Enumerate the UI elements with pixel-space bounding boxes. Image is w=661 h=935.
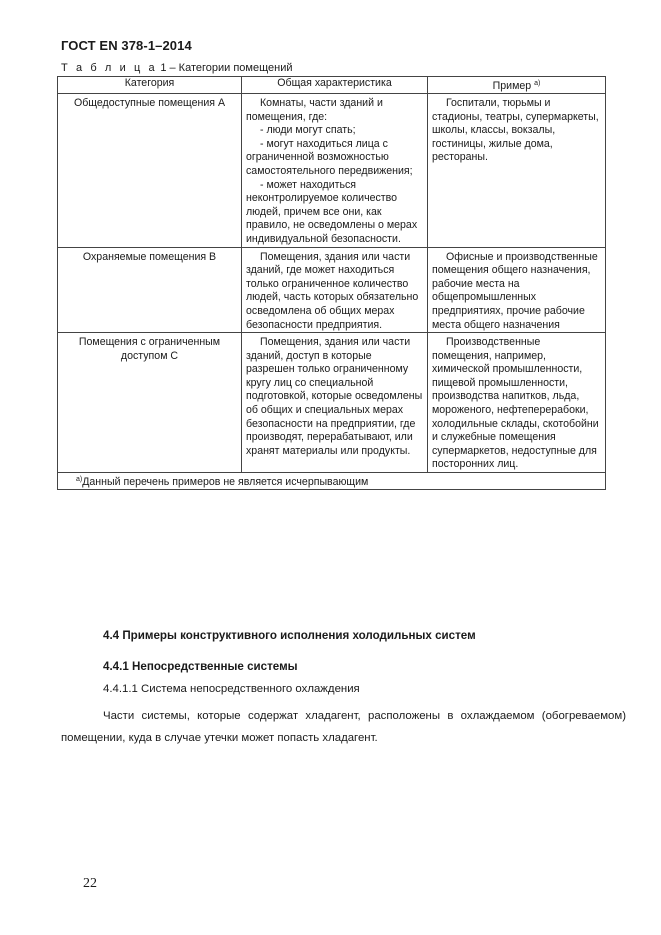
example-cell (428, 247, 606, 333)
table-caption-prefix: Т а б л и ц а (61, 62, 158, 74)
example-text: Госпитали, тюрьмы и стадионы, театры, супермаркеты, школы, классы, вокзалы, гостиницы, жилые дома, рестораны. (432, 97, 599, 164)
description-cell (242, 94, 428, 248)
example-cell (428, 94, 606, 248)
footnote-mark: a) (76, 476, 83, 484)
category-cell: Помещения с ограниченным доступом С (58, 333, 242, 473)
subsection-heading: 4.4.1 Непосредственные системы (103, 660, 298, 673)
document-standard-header: ГОСТ EN 378-1–2014 (61, 38, 192, 53)
subsubsection-heading: 4.4.1.1 Система непосредственного охлаждения (103, 683, 360, 695)
description-cell (242, 333, 428, 473)
description-cell (242, 247, 428, 333)
table-caption (61, 61, 293, 75)
column-header-example-label: Пример (492, 80, 532, 92)
description-list-item: - может находиться неконтролируемое количество людей, причем все они, как правило, не осведомлены о мерах индивидуальной безопасности. (246, 178, 418, 245)
category-cell: Охраняемые помещения В (58, 247, 242, 333)
table-caption-text: 1 – Категории помещений (157, 62, 293, 74)
column-header-example (428, 77, 606, 94)
example-cell (428, 333, 606, 473)
description-text: Помещения, здания или части зданий, доступ в которые разрешен только ограниченному кругу лиц со специальной подготовкой, которые осведомлены об общих и специальных мерах безопасности на предприятии, где производят, перерабатывают, или хранят материалы или продукты. (246, 336, 423, 457)
description-text: Комнаты, части зданий и помещения, где: (246, 97, 383, 123)
category-cell: Общедоступные помещения А (58, 94, 242, 248)
body-paragraph: Части системы, которые содержат хладагент, расположены в охлаждаемом (обогреваемом) помещении, куда в случае утечки может попасть хладагент. (61, 710, 626, 744)
page-number: 22 (83, 876, 97, 891)
table-header-row (58, 77, 606, 94)
description-list-item: - могут находиться лица с ограниченной возможностью самостоятельного передвижения; (246, 137, 413, 177)
footnote-text: Данный перечень примеров не является исчерпывающим (82, 476, 369, 489)
description-text: Помещения, здания или части зданий, где может находиться только ограниченное количество людей, часть которых обязательно осведомлена об общих мерах безопасности предприятия. (246, 250, 419, 331)
section-heading: 4.4 Примеры конструктивного исполнения холодильных систем (103, 629, 476, 642)
column-header-description: Общая характеристика (242, 77, 428, 94)
table-footnote (58, 473, 606, 490)
table-footnote-row (58, 473, 606, 490)
table-row (58, 333, 606, 473)
example-footnote-mark: a) (534, 80, 541, 87)
table-row (58, 247, 606, 333)
categories-table (57, 76, 606, 490)
column-header-category: Категория (58, 77, 242, 94)
description-list-item: - люди могут спать; (260, 124, 356, 137)
table-row (58, 94, 606, 248)
example-text: Производственные помещения, например, химической промышленности, пищевой промышленности, производства напитков, льда, мороженого, нефтеперерабоки, холодильные склады, скотобойни и служебные помещения супермаркетов, недоступные для посторонних лиц. (432, 336, 599, 471)
example-text: Офисные и производственные помещения общего назначения, рабочие места на общепромышленных предприятиях, прочие рабочие места общего назначения (432, 250, 598, 331)
